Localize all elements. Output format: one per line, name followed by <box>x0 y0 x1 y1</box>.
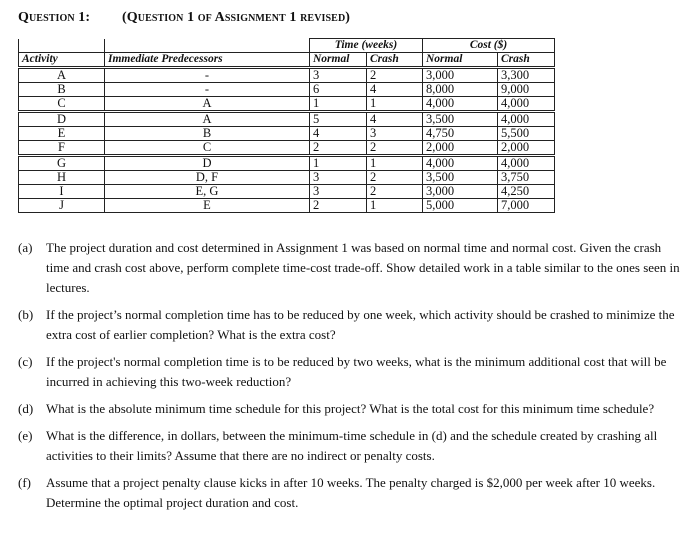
cell-activity: D <box>19 112 105 127</box>
cost-group-header: Cost ($) <box>423 39 555 53</box>
cell-cost-crash: 3,300 <box>498 68 555 83</box>
column-header-time-crash: Crash <box>367 53 423 68</box>
cell-predecessors: - <box>105 68 310 83</box>
cell-time-normal: 3 <box>310 185 367 199</box>
cell-time-crash: 3 <box>367 127 423 141</box>
cell-time-normal: 6 <box>310 83 367 97</box>
question-text: What is the absolute minimum time schedule for this project? What is the total cost for this minimum time schedule? <box>46 401 655 416</box>
question-title: (Question 1 of Assignment 1 revised) <box>122 10 351 25</box>
cell-cost-crash: 4,000 <box>498 156 555 171</box>
question-text: If the project’s normal completion time has to be reduced by one week, which activity should be crashed to minimize the extra cost of earlier completion? What is the extra cost? <box>46 307 675 342</box>
question-text: The project duration and cost determined in Assignment 1 was based on normal time and normal cost. Given the crash time and crash cost above, perform complete time-cost trade-off. Show detailed work in a table similar to the ones seen in lectures. <box>46 240 680 295</box>
cell-cost-normal: 3,000 <box>423 185 498 199</box>
question-number: Question 1: <box>18 10 91 25</box>
cell-predecessors: A <box>105 97 310 112</box>
cell-cost-normal: 8,000 <box>423 83 498 97</box>
cell-cost-crash: 4,000 <box>498 112 555 127</box>
cell-time-crash: 2 <box>367 141 423 156</box>
question-label: (a) <box>18 240 33 255</box>
cell-cost-normal: 3,000 <box>423 68 498 83</box>
cell-cost-crash: 3,750 <box>498 171 555 185</box>
table-row <box>19 185 555 199</box>
question-text: What is the difference, in dollars, between the minimum-time schedule in (d) and the schedule created by crashing all activities to their limits? Assume that there are no indirect or penalty costs. <box>46 428 658 463</box>
table-row <box>19 171 555 185</box>
cell-cost-normal: 3,500 <box>423 112 498 127</box>
question-item <box>18 238 682 298</box>
cell-cost-crash: 4,250 <box>498 185 555 199</box>
table-row <box>19 127 555 141</box>
table-row <box>19 141 555 156</box>
cell-activity: E <box>19 127 105 141</box>
question-heading <box>18 10 350 26</box>
table-row <box>19 68 555 83</box>
cell-activity: B <box>19 83 105 97</box>
column-header-cost-normal: Normal <box>423 53 498 68</box>
activity-table <box>18 38 555 213</box>
column-header-time-normal: Normal <box>310 53 367 68</box>
question-item <box>18 473 682 513</box>
question-label: (d) <box>18 401 34 416</box>
table-row <box>19 156 555 171</box>
cell-cost-normal: 2,000 <box>423 141 498 156</box>
time-group-header: Time (weeks) <box>310 39 423 53</box>
cell-cost-normal: 4,000 <box>423 156 498 171</box>
cell-cost-normal: 5,000 <box>423 199 498 213</box>
cell-time-normal: 2 <box>310 141 367 156</box>
cell-time-crash: 4 <box>367 112 423 127</box>
question-text: Assume that a project penalty clause kicks in after 10 weeks. The penalty charged is $2,000 per week after 10 weeks. Determine the optimal project duration and cost. <box>46 475 656 510</box>
question-item <box>18 305 682 345</box>
question-label: (c) <box>18 354 33 369</box>
cell-time-crash: 2 <box>367 185 423 199</box>
question-list <box>18 238 682 520</box>
cell-activity: C <box>19 97 105 112</box>
cell-time-normal: 5 <box>310 112 367 127</box>
cell-predecessors: D <box>105 156 310 171</box>
table-row <box>19 199 555 213</box>
cell-predecessors: B <box>105 127 310 141</box>
column-header-predecessors: Immediate Predecessors <box>105 53 310 68</box>
cell-cost-crash: 7,000 <box>498 199 555 213</box>
cell-predecessors: A <box>105 112 310 127</box>
question-label: (f) <box>18 475 31 490</box>
cell-activity: A <box>19 68 105 83</box>
question-item <box>18 399 682 419</box>
cell-time-normal: 3 <box>310 171 367 185</box>
cell-time-normal: 2 <box>310 199 367 213</box>
cell-cost-normal: 4,750 <box>423 127 498 141</box>
question-label: (b) <box>18 307 34 322</box>
cell-activity: G <box>19 156 105 171</box>
cell-cost-normal: 4,000 <box>423 97 498 112</box>
table-column-header-row <box>19 53 555 68</box>
cell-time-normal: 4 <box>310 127 367 141</box>
cell-predecessors: E <box>105 199 310 213</box>
cell-activity: F <box>19 141 105 156</box>
cell-time-normal: 1 <box>310 97 367 112</box>
cell-cost-crash: 9,000 <box>498 83 555 97</box>
cell-cost-crash: 2,000 <box>498 141 555 156</box>
question-item <box>18 352 682 392</box>
cell-time-normal: 3 <box>310 68 367 83</box>
cell-cost-normal: 3,500 <box>423 171 498 185</box>
cell-predecessors: - <box>105 83 310 97</box>
table-group-header-row <box>19 39 555 53</box>
question-item <box>18 426 682 466</box>
cell-predecessors: E, G <box>105 185 310 199</box>
table-row <box>19 83 555 97</box>
question-label: (e) <box>18 428 33 443</box>
cell-time-normal: 1 <box>310 156 367 171</box>
cell-activity: I <box>19 185 105 199</box>
cell-activity: H <box>19 171 105 185</box>
cell-time-crash: 2 <box>367 171 423 185</box>
table-row <box>19 97 555 112</box>
cell-activity: J <box>19 199 105 213</box>
cell-time-crash: 1 <box>367 156 423 171</box>
cell-predecessors: C <box>105 141 310 156</box>
cell-time-crash: 1 <box>367 199 423 213</box>
cell-cost-crash: 4,000 <box>498 97 555 112</box>
column-header-cost-crash: Crash <box>498 53 555 68</box>
table-row <box>19 112 555 127</box>
column-header-activity: Activity <box>19 53 105 68</box>
cell-predecessors: D, F <box>105 171 310 185</box>
question-text: If the project's normal completion time is to be reduced by two weeks, what is the minimum additional cost that will be incurred in achieving this two-week reduction? <box>46 354 667 389</box>
cell-cost-crash: 5,500 <box>498 127 555 141</box>
cell-time-crash: 2 <box>367 68 423 83</box>
cell-time-crash: 4 <box>367 83 423 97</box>
cell-time-crash: 1 <box>367 97 423 112</box>
